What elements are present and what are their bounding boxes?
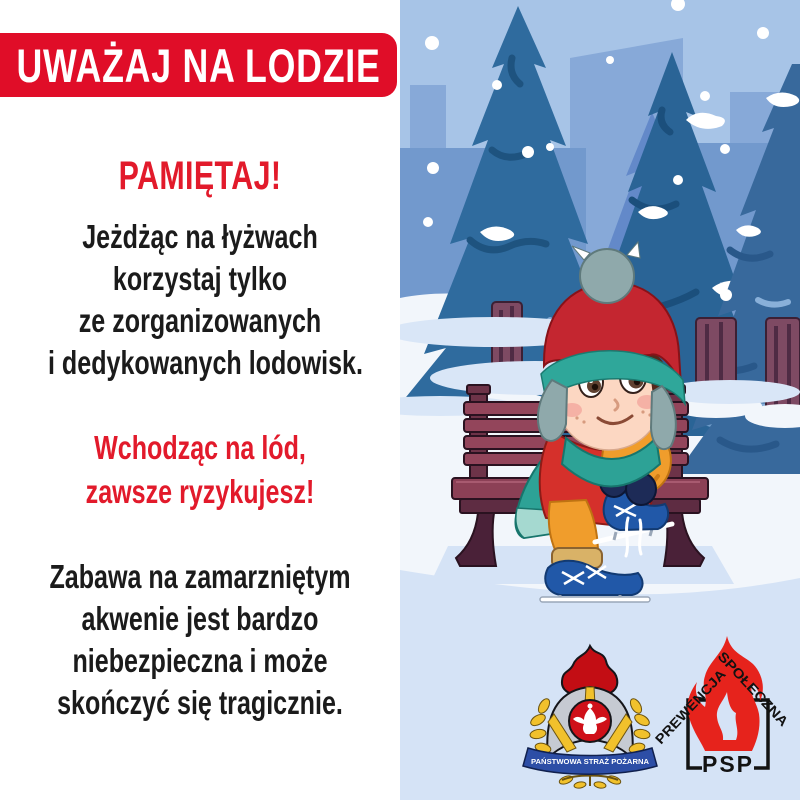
text-line: korzystaj tylko xyxy=(112,260,288,297)
paragraph-skating-rules xyxy=(48,216,363,384)
winter-illustration xyxy=(400,0,800,800)
text-line: Zabawa na zamarzniętym xyxy=(49,558,351,595)
banner xyxy=(0,33,397,97)
heading-ice-warning xyxy=(48,426,352,514)
text-line: zawsze ryzykujesz! xyxy=(85,473,315,510)
paragraph-danger xyxy=(48,556,352,724)
psp-abbr: PSP xyxy=(701,751,755,777)
heading-pamietaj: PAMIĘTAJ! xyxy=(118,154,282,198)
banner-title: UWAŻAJ NA LODZIE xyxy=(16,38,381,92)
text-line: akwenie jest bardzo xyxy=(81,600,319,637)
spoleczna-word: SPOŁECZNA xyxy=(714,648,783,720)
ribbon-text: PAŃSTWOWA STRAŻ POŻARNA xyxy=(531,759,640,766)
prewencja-word: PREWENCJA xyxy=(652,673,723,748)
text-line: i dedykowanych lodowisk. xyxy=(48,344,363,381)
text-line: niebezpieczna i może xyxy=(72,642,328,679)
text-line: ze zorganizowanych xyxy=(78,302,322,339)
pompom xyxy=(580,249,634,303)
text-line: Wchodząc na lód, xyxy=(94,429,306,466)
skate-blade xyxy=(540,597,650,602)
standing-leg xyxy=(549,500,598,554)
text-line: skończyć się tragicznie. xyxy=(57,684,343,721)
text-line: Jeżdżąc na łyżwach xyxy=(82,218,318,255)
